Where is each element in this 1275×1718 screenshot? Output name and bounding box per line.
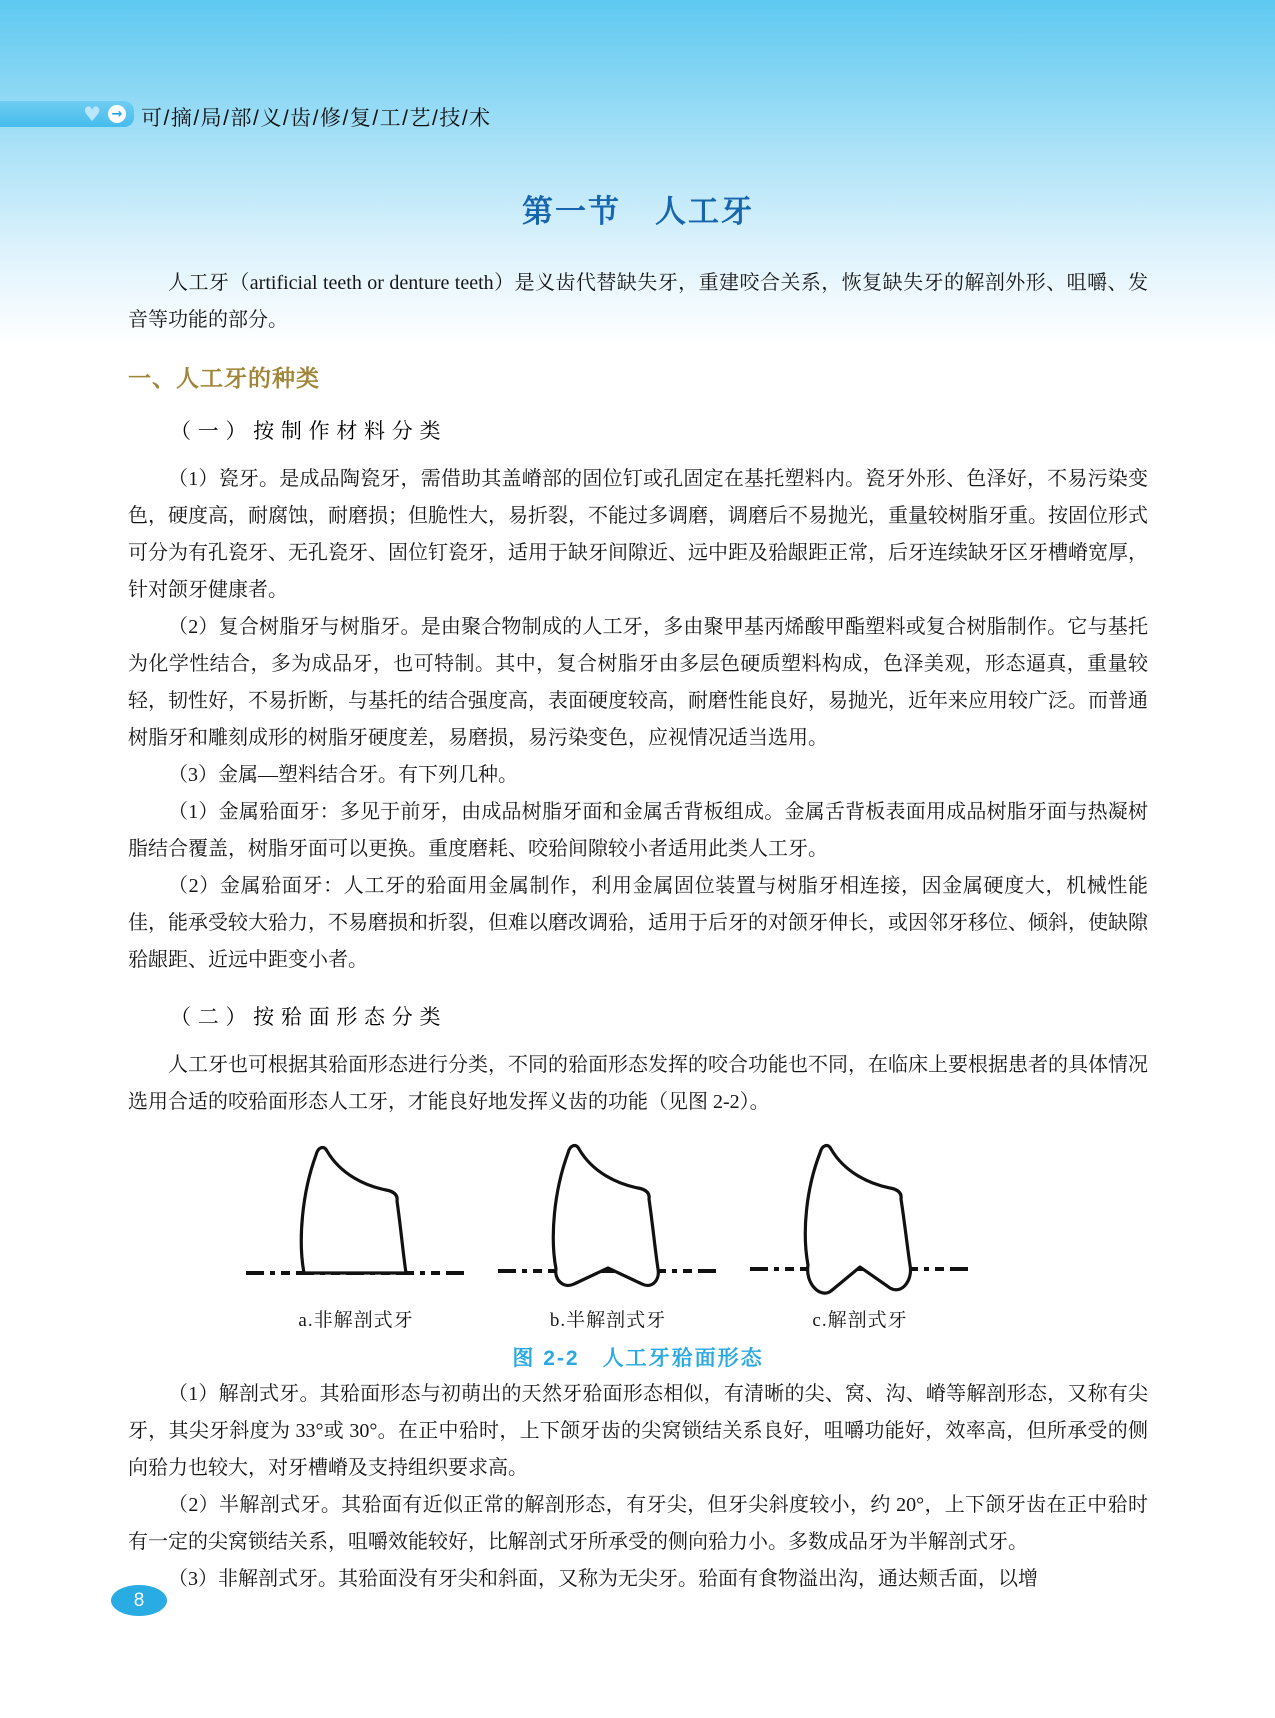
paragraph-porcelain-teeth: （1）瓷牙。是成品陶瓷牙，需借助其盖嵴部的固位钉或孔固定在基托塑料内。瓷牙外形、色泽好，不易污染变色，硬度高，耐腐蚀，耐磨损；但脆性大，易折裂，不能过多调磨，调磨后不易抛光，重量较树脂牙重。按固位形式可分为有孔瓷牙、无孔瓷牙、固位钉瓷牙，适用于缺牙间隙近、远中距及𬌗龈距正常，后牙连续缺牙区牙槽嵴宽厚，针对颌牙健康者。 [128,468,1148,601]
intro-paragraph: 人工牙（artificial teeth or denture teeth）是义齿代替缺失牙，重建咬合关系，恢复缺失牙的解剖外形、咀嚼、发音等功能的部分。 [128,272,1148,331]
paragraph-semianatomic: （2）半解剖式牙。其𬌗面有近似正常的解剖形态，有牙尖，但牙尖斜度较小，约 20°，上下颌牙齿在正中𬌗时有一定的尖窝锁结关系，咀嚼效能较好，比解剖式牙所承受的侧向𬌗力小。多数成品牙为半解剖式牙。 [128,1494,1148,1553]
semianatomic-tooth-icon [498,1133,718,1303]
tooth-diagram-anatomic [740,1133,980,1332]
heading-artificial-tooth-types: 一、人工牙的种类 [128,365,320,391]
header-tab [0,101,134,127]
paragraph-nonanatomic: （3）非解剖式牙。其𬌗面没有牙尖和斜面，又称为无尖牙。𬌗面有食物溢出沟，通达颊舌面，以增 [168,1568,1038,1590]
teeth-diagram-row [68,1133,1148,1332]
figure-2-2 [128,1133,1148,1372]
nonanatomic-tooth-icon [246,1133,466,1303]
subheading-by-occlusal-form: （二）按𬌗面形态分类 [170,1005,448,1029]
page-number: 8 [133,1589,145,1611]
section-number: 第一节 [521,194,621,229]
page-number-badge [111,1585,167,1616]
paragraph-metal-plastic: （3）金属—塑料结合牙。有下列几种。 [168,764,518,786]
paragraph-anatomic: （1）解剖式牙。其𬌗面形态与初萌出的天然牙𬌗面形态相似，有清晰的尖、窝、沟、嵴等解剖形态，又称有尖牙，其尖牙斜度为 33°或 30°。在正中𬌗时，上下颌牙齿的尖窝锁结关系良好，咀嚼功能好，效率高，但所承受的侧向𬌗力也较大，对牙槽嵴及支持组织要求高。 [128,1383,1148,1479]
anatomic-tooth-icon [750,1133,970,1303]
running-header [0,101,1275,129]
paragraph-occlusal-lead: 人工牙也可根据其𬌗面形态进行分类，不同的𬌗面形态发挥的咬合功能也不同，在临床上要根据患者的具体情况选用合适的咬𬌗面形态人工牙，才能良好地发挥义齿的功能（见图 2-2）。 [128,1054,1148,1113]
tooth-diagram-semianatomic [488,1133,728,1332]
tooth-label-c: c.解剖式牙 [812,1310,908,1331]
section-name: 人工牙 [655,194,755,229]
page-title [128,186,1148,231]
page-content [128,186,1148,1598]
paragraph-resin-teeth: （2）复合树脂牙与树脂牙。是由聚合物制成的人工牙，多由聚甲基丙烯酸甲酯塑料或复合树脂制作。它与基托为化学性结合，多为成品牙，也可特制。其中，复合树脂牙由多层色硬质塑料构成，色泽美观，形态逼真，重量较轻，韧性好，不易折断，与基托的结合强度高，表面硬度较高，耐磨性能良好，易抛光，近年来应用较广泛。而普通树脂牙和雕刻成形的树脂牙硬度差，易磨损，易污染变色，应视情况适当选用。 [128,616,1148,749]
arrow-circle-icon: → [108,105,126,123]
paragraph-metal-occlusal-posterior: （2）金属𬌗面牙：人工牙的𬌗面用金属制作，利用金属固位装置与树脂牙相连接，因金属硬度大，机械性能佳，能承受较大𬌗力，不易磨损和折裂，但难以磨改调𬌗，适用于后牙的对颌牙伸长，或因邻牙移位、倾斜，使缺隙𬌗龈距、近远中距变小者。 [128,875,1148,971]
tooth-diagram-nonanatomic [236,1133,476,1332]
heart-icon: ♥ [83,102,101,126]
tooth-label-b: b.半解剖式牙 [549,1310,667,1331]
running-head-title: 可/摘/局/部/义/齿/修/复/工/艺/技/术 [141,107,492,130]
subheading-by-material: （一）按制作材料分类 [170,419,448,443]
figure-caption: 图 2-2 人工牙𬌗面形态 [512,1347,764,1370]
tooth-label-a: a.非解剖式牙 [298,1310,414,1331]
paragraph-metal-occlusal-anterior: （1）金属𬌗面牙：多见于前牙，由成品树脂牙面和金属舌背板组成。金属舌背板表面用成品树脂牙面与热凝树脂结合覆盖，树脂牙面可以更换。重度磨耗、咬𬌗间隙较小者适用此类人工牙。 [128,801,1148,860]
